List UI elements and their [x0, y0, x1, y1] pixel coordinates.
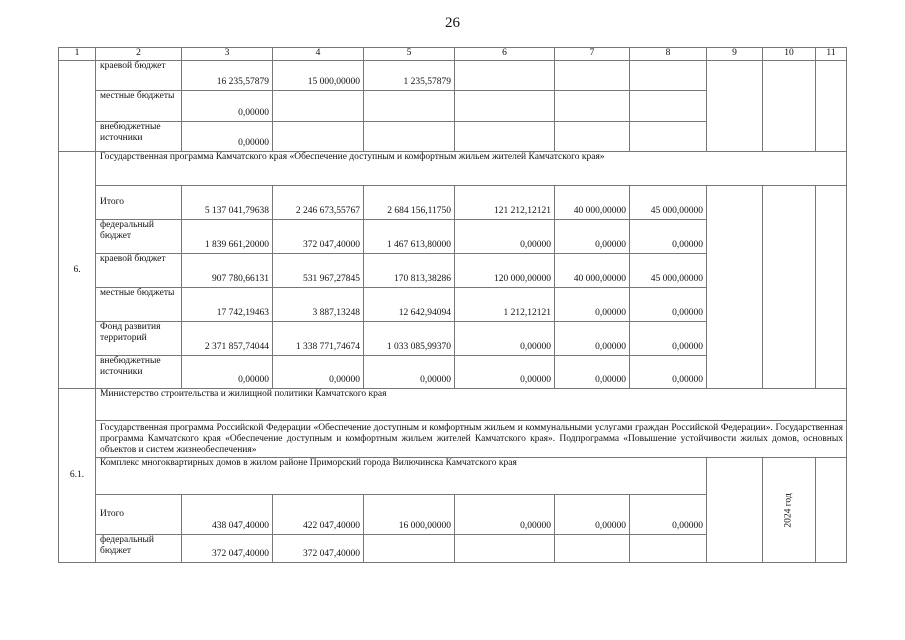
value-cell	[630, 61, 707, 91]
column-number: 3	[182, 48, 273, 61]
table-row	[59, 458, 847, 495]
value-cell: 0,00000	[182, 356, 273, 389]
value-cell: 16 235,57879	[182, 61, 273, 91]
value-cell: 0,00000	[630, 322, 707, 356]
empty-cell	[707, 61, 763, 152]
value-cell: 40 000,00000	[555, 254, 630, 288]
column-number: 10	[763, 48, 816, 61]
value-cell: 0,00000	[455, 220, 555, 254]
value-cell: 0,00000	[555, 495, 630, 535]
value-cell: 1 212,12121	[455, 288, 555, 322]
value-cell: 2 371 857,74044	[182, 322, 273, 356]
value-cell	[273, 122, 364, 152]
value-cell: 5 137 041,79638	[182, 186, 273, 220]
column-number-row	[59, 48, 847, 61]
value-cell: 0,00000	[273, 356, 364, 389]
value-cell	[555, 61, 630, 91]
value-cell	[630, 91, 707, 122]
value-cell: 0,00000	[182, 91, 273, 122]
value-cell: 438 047,40000	[182, 495, 273, 535]
table-row	[59, 61, 847, 91]
column-number: 6	[455, 48, 555, 61]
value-cell: 0,00000	[630, 288, 707, 322]
program-title: Государственная программа Камчатского края «Обеспечение доступным и комфортным жильем жителей Камчатского края»	[96, 152, 847, 186]
table-row	[59, 152, 847, 186]
empty-cell	[816, 61, 847, 152]
value-cell	[555, 535, 630, 563]
row-label: внебюджетные источники	[96, 122, 182, 152]
value-cell	[455, 91, 555, 122]
value-cell: 1 839 661,20000	[182, 220, 273, 254]
value-cell: 121 212,12121	[455, 186, 555, 220]
table-row	[59, 421, 847, 458]
value-cell	[273, 91, 364, 122]
year-cell	[763, 458, 816, 563]
page-number: 26	[445, 15, 460, 31]
budget-table	[58, 47, 847, 563]
value-cell: 2 246 673,55767	[273, 186, 364, 220]
value-cell: 1 235,57879	[364, 61, 455, 91]
section-number: 6.	[59, 152, 96, 389]
value-cell: 0,00000	[455, 356, 555, 389]
value-cell: 17 742,19463	[182, 288, 273, 322]
value-cell: 40 000,00000	[555, 186, 630, 220]
value-cell: 0,00000	[364, 356, 455, 389]
empty-cell	[59, 61, 96, 152]
value-cell: 0,00000	[630, 220, 707, 254]
year-label: 2024 год	[783, 492, 794, 528]
column-number: 8	[630, 48, 707, 61]
row-label: местные бюджеты	[96, 91, 182, 122]
row-label: краевой бюджет	[96, 61, 182, 91]
row-label: местные бюджеты	[96, 288, 182, 322]
value-cell: 0,00000	[555, 356, 630, 389]
row-label: Фонд развития территорий	[96, 322, 182, 356]
object-title: Комплекс многоквартирных домов в жилом районе Приморский города Вилючинска Камчатского края	[96, 458, 707, 495]
row-label: внебюджетные источники	[96, 356, 182, 389]
value-cell	[555, 122, 630, 152]
value-cell: 422 047,40000	[273, 495, 364, 535]
table-row	[59, 389, 847, 421]
row-label: Итого	[96, 495, 182, 535]
empty-cell	[707, 458, 763, 563]
row-label: федеральный бюджет	[96, 535, 182, 563]
row-label: федеральный бюджет	[96, 220, 182, 254]
ministry-title: Министерство строительства и жилищной политики Камчатского края	[96, 389, 847, 421]
value-cell	[455, 122, 555, 152]
empty-cell	[816, 458, 847, 563]
column-number: 7	[555, 48, 630, 61]
value-cell	[455, 61, 555, 91]
value-cell: 372 047,40000	[273, 220, 364, 254]
value-cell: 0,00000	[455, 495, 555, 535]
column-number: 9	[707, 48, 763, 61]
value-cell	[364, 535, 455, 563]
value-cell: 15 000,00000	[273, 61, 364, 91]
column-number: 1	[59, 48, 96, 61]
value-cell	[364, 91, 455, 122]
value-cell: 0,00000	[555, 220, 630, 254]
empty-cell	[816, 186, 847, 389]
column-number: 2	[96, 48, 182, 61]
value-cell: 45 000,00000	[630, 186, 707, 220]
value-cell: 372 047,40000	[182, 535, 273, 563]
value-cell: 12 642,94094	[364, 288, 455, 322]
empty-cell	[763, 61, 816, 152]
value-cell: 0,00000	[630, 356, 707, 389]
row-label: Итого	[96, 186, 182, 220]
value-cell: 1 467 613,80000	[364, 220, 455, 254]
value-cell: 0,00000	[555, 322, 630, 356]
column-number: 5	[364, 48, 455, 61]
value-cell	[555, 91, 630, 122]
value-cell: 3 887,13248	[273, 288, 364, 322]
row-label: краевой бюджет	[96, 254, 182, 288]
value-cell: 907 780,66131	[182, 254, 273, 288]
section-number: 6.1.	[59, 389, 96, 563]
value-cell: 45 000,00000	[630, 254, 707, 288]
value-cell: 372 047,40000	[273, 535, 364, 563]
value-cell: 0,00000	[182, 122, 273, 152]
value-cell: 170 813,38286	[364, 254, 455, 288]
value-cell	[455, 535, 555, 563]
empty-cell	[763, 186, 816, 389]
value-cell: 531 967,27845	[273, 254, 364, 288]
value-cell: 0,00000	[455, 322, 555, 356]
value-cell: 1 338 771,74674	[273, 322, 364, 356]
empty-cell	[707, 186, 763, 389]
column-number: 11	[816, 48, 847, 61]
value-cell	[364, 122, 455, 152]
value-cell: 16 000,00000	[364, 495, 455, 535]
value-cell: 0,00000	[630, 495, 707, 535]
program-description: Государственная программа Российской Федерации «Обеспечение доступным и комфортным жильем и коммунальными услугами граждан Российской Федерации». Государственная программа Камчатского края «Обеспечение доступным и комфортным жильем жителей Камчатского края». Подпрограмма «Повышение устойчивости жилых домов, основных объектов и систем жизнеобеспечения»	[96, 421, 847, 458]
value-cell	[630, 535, 707, 563]
value-cell: 2 684 156,11750	[364, 186, 455, 220]
value-cell: 0,00000	[555, 288, 630, 322]
value-cell	[630, 122, 707, 152]
value-cell: 120 000,00000	[455, 254, 555, 288]
table-row	[59, 186, 847, 220]
value-cell: 1 033 085,99370	[364, 322, 455, 356]
column-number: 4	[273, 48, 364, 61]
